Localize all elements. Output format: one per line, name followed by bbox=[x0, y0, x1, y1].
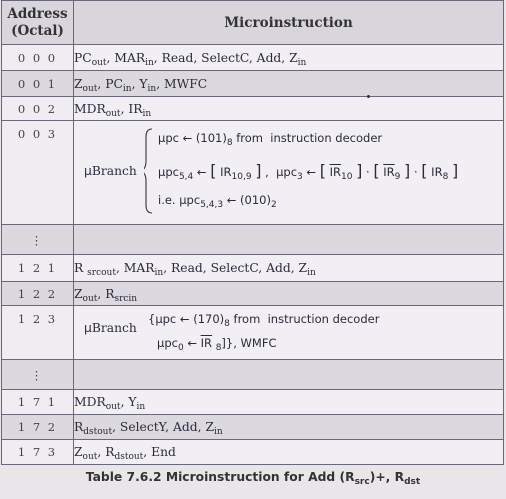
branch-line-2: μpc$_0$ ← $\overline{IR}$ $_8$]}, WMFC bbox=[157, 336, 277, 353]
table-row bbox=[2, 45, 504, 71]
address-cell: 0 0 0 bbox=[2, 45, 74, 71]
table-row bbox=[2, 440, 504, 465]
speck-mark bbox=[367, 95, 370, 98]
address-cell: 0 0 2 bbox=[2, 97, 74, 121]
instruction-cell: $Z_{out}$, $R_{srcin}$ bbox=[74, 282, 504, 306]
table-row bbox=[2, 121, 504, 225]
branch-label: μBranch bbox=[84, 321, 137, 335]
table-row bbox=[2, 255, 504, 282]
instruction-cell bbox=[74, 225, 504, 255]
table-caption: Table 7.6.2 Microinstruction for Add $(R_{src})+$, $R_{dst}$ bbox=[85, 470, 421, 487]
address-cell: 0 0 3 bbox=[2, 121, 74, 225]
branch-line-2: μpc$_{5,4}$ ← [ $IR_{10,9}$ ] , μpc$_3$ ← [ $\overline{IR}_{10}$ ] · [ $\overline{IR}_9$ ] · [ $IR_8$ ] bbox=[158, 161, 459, 182]
instruction-cell: $Z_{out}$, $PC_{in}$, $Y_{in}$, MWFC bbox=[74, 71, 504, 97]
table-row bbox=[2, 282, 504, 306]
instruction-cell: $R_{dstout}$, SelectY, Add, $Z_{in}$ bbox=[74, 415, 504, 440]
instruction-cell: R $_{srcout}$, $MAR_{in}$, Read, SelectC, Add, $Z_{in}$ bbox=[74, 255, 504, 282]
branch-label: μBranch bbox=[84, 164, 137, 178]
branch-cell bbox=[74, 121, 504, 225]
address-cell: 1 2 3 bbox=[2, 306, 74, 360]
address-cell: 1 7 2 bbox=[2, 415, 74, 440]
table-header-row bbox=[2, 1, 504, 45]
table-row bbox=[2, 71, 504, 97]
instruction-cell: $MDR_{out}$, $IR_{in}$ bbox=[74, 97, 504, 121]
address-cell: 1 2 2 bbox=[2, 282, 74, 306]
branch-cell bbox=[74, 306, 504, 360]
address-cell: 1 2 1 bbox=[2, 255, 74, 282]
branch-line-1: {μpc ← $(170)_8$ from instruction decoder bbox=[148, 312, 380, 329]
ellipsis-cell: ⋮ bbox=[2, 360, 74, 390]
table-row bbox=[2, 306, 504, 360]
table-row bbox=[2, 360, 504, 390]
ellipsis-cell: ⋮ bbox=[2, 225, 74, 255]
address-cell: 1 7 1 bbox=[2, 390, 74, 415]
address-cell: 0 0 1 bbox=[2, 71, 74, 97]
microinstruction-column-header: Microinstruction bbox=[74, 1, 504, 45]
instruction-cell bbox=[74, 360, 504, 390]
table-row bbox=[2, 97, 504, 121]
table-row bbox=[2, 390, 504, 415]
address-cell: 1 7 3 bbox=[2, 440, 74, 465]
branch-line-1: μpc ← $(101)_8$ from instruction decoder bbox=[158, 131, 383, 148]
branch-line-3: i.e. μpc$_{5,4,3}$ ← $(010)_2$ bbox=[158, 193, 277, 210]
table-row bbox=[2, 415, 504, 440]
instruction-cell: $PC_{out}$, $MAR_{in}$, Read, SelectC, Add, $Z_{in}$ bbox=[74, 45, 504, 71]
instruction-cell: $Z_{out}$, $R_{dstout}$, End bbox=[74, 440, 504, 465]
address-column-header: Address (Octal) bbox=[2, 1, 74, 45]
table-row bbox=[2, 225, 504, 255]
instruction-cell: $MDR_{out}$, $Y_{in}$ bbox=[74, 390, 504, 415]
microinstruction-table bbox=[1, 0, 504, 465]
